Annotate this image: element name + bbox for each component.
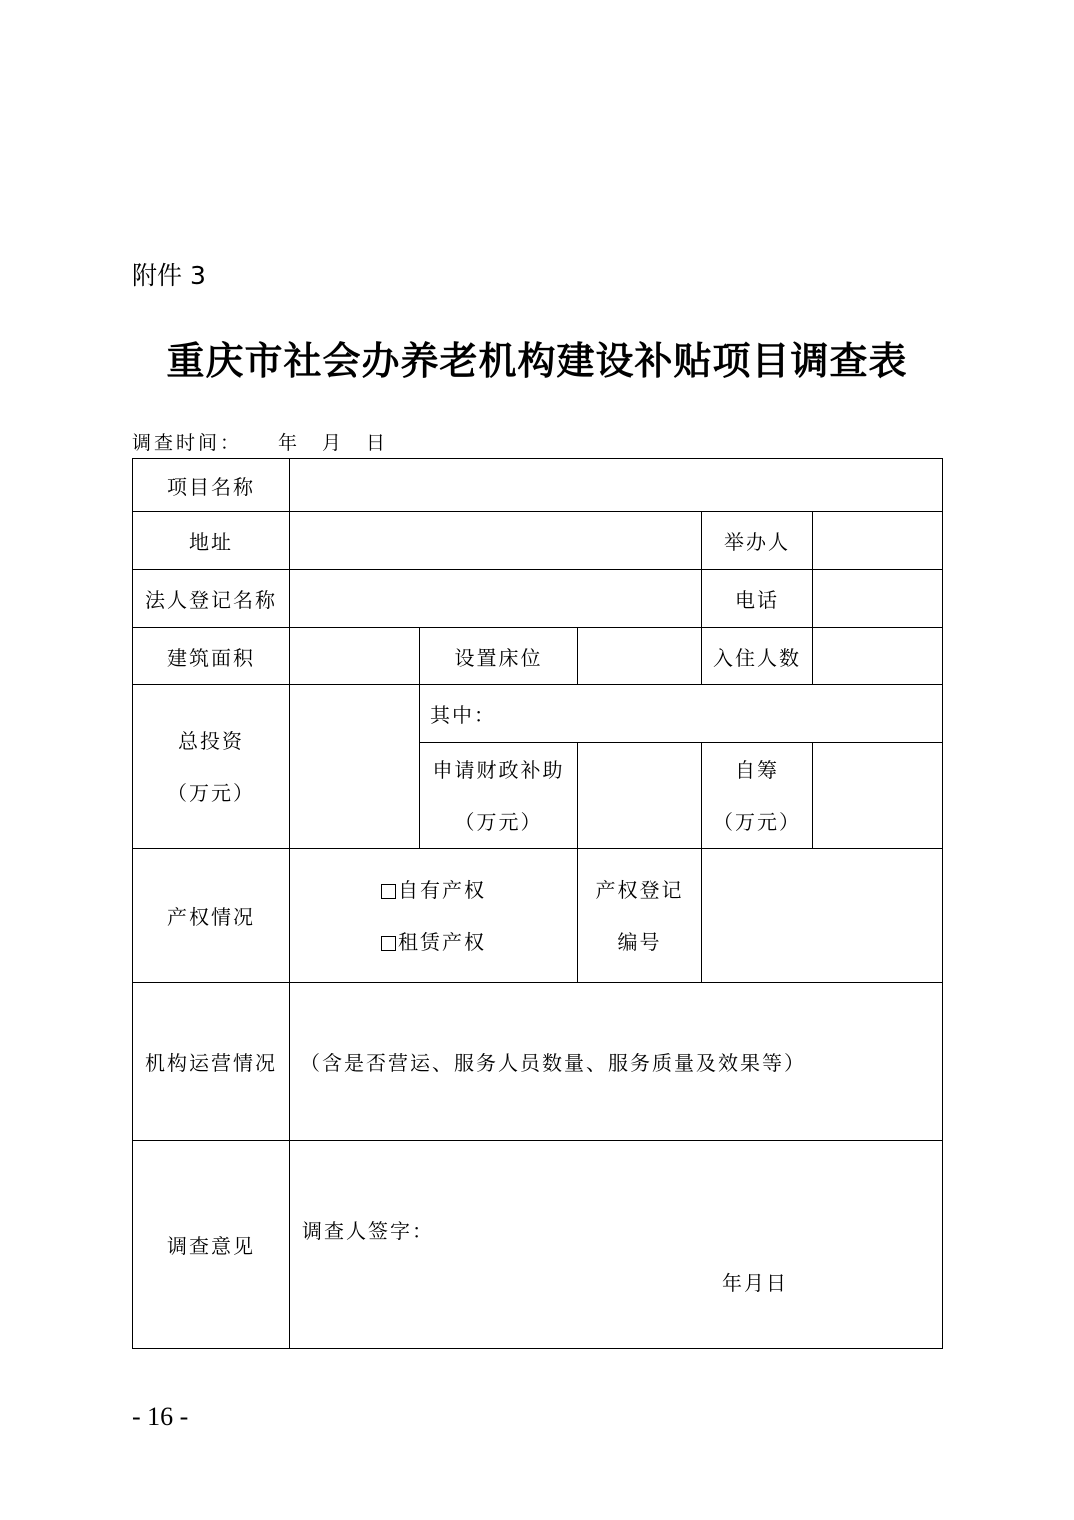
total-investment-unit: （万元） xyxy=(167,780,255,805)
address-field[interactable] xyxy=(290,512,702,570)
signature-label: 调查人签字： xyxy=(302,1219,434,1243)
attachment-label: 附件 3 xyxy=(132,261,206,290)
project-name-label: 项目名称 xyxy=(133,459,290,512)
of-which-label: 其中： xyxy=(420,685,943,743)
fiscal-subsidy-field[interactable] xyxy=(578,743,702,849)
beds-field[interactable] xyxy=(578,628,702,685)
property-label: 产权情况 xyxy=(133,849,290,983)
leased-property-text: 租赁产权 xyxy=(398,929,486,954)
opinion-label: 调查意见 xyxy=(133,1141,290,1349)
own-property-option[interactable] xyxy=(290,864,577,916)
property-options xyxy=(290,849,578,983)
survey-time-line xyxy=(132,428,388,455)
self-raised-label xyxy=(702,743,813,849)
project-name-field[interactable] xyxy=(290,459,943,512)
document-title: 重庆市社会办养老机构建设补贴项目调查表 xyxy=(166,339,908,383)
total-investment-field[interactable] xyxy=(290,685,420,849)
self-raised-text: 自筹 xyxy=(735,757,779,782)
residents-label: 入住人数 xyxy=(702,628,813,685)
survey-form-table xyxy=(132,458,943,1349)
operation-note: （含是否营运、服务人员数量、服务质量及效果等） xyxy=(300,1051,806,1075)
page-number: - 16 - xyxy=(132,1402,189,1431)
survey-time-label: 调查时间： xyxy=(132,432,243,454)
address-label: 地址 xyxy=(133,512,290,570)
beds-label: 设置床位 xyxy=(420,628,578,685)
phone-label: 电话 xyxy=(702,570,813,628)
leased-property-checkbox[interactable] xyxy=(381,936,396,951)
property-reg-label xyxy=(578,849,702,983)
building-area-field[interactable] xyxy=(290,628,420,685)
organizer-field[interactable] xyxy=(813,512,943,570)
survey-day-label: 日 xyxy=(366,432,389,454)
self-raised-unit: （万元） xyxy=(713,809,801,834)
fiscal-subsidy-text: 申请财政补助 xyxy=(432,757,565,782)
residents-field[interactable] xyxy=(813,628,943,685)
property-reg-field[interactable] xyxy=(702,849,943,983)
total-investment-label xyxy=(133,685,290,849)
leased-property-option[interactable] xyxy=(290,916,577,968)
own-property-checkbox[interactable] xyxy=(381,884,396,899)
property-reg-text-2: 编号 xyxy=(617,929,662,954)
operation-label: 机构运营情况 xyxy=(133,983,290,1141)
organizer-label: 举办人 xyxy=(702,512,813,570)
building-area-label: 建筑面积 xyxy=(133,628,290,685)
operation-field[interactable] xyxy=(290,983,943,1141)
self-raised-field[interactable] xyxy=(813,743,943,849)
phone-field[interactable] xyxy=(813,570,943,628)
own-property-text: 自有产权 xyxy=(398,877,486,902)
survey-year-label: 年 xyxy=(278,432,301,454)
total-investment-text: 总投资 xyxy=(178,728,244,753)
opinion-field[interactable] xyxy=(290,1141,943,1349)
fiscal-subsidy-label xyxy=(420,743,578,849)
opinion-date-label: 年月日 xyxy=(722,1271,788,1295)
legal-name-label: 法人登记名称 xyxy=(133,570,290,628)
survey-month-label: 月 xyxy=(322,432,345,454)
legal-name-field[interactable] xyxy=(290,570,702,628)
fiscal-subsidy-unit: （万元） xyxy=(454,809,543,834)
property-reg-text-1: 产权登记 xyxy=(595,877,684,902)
